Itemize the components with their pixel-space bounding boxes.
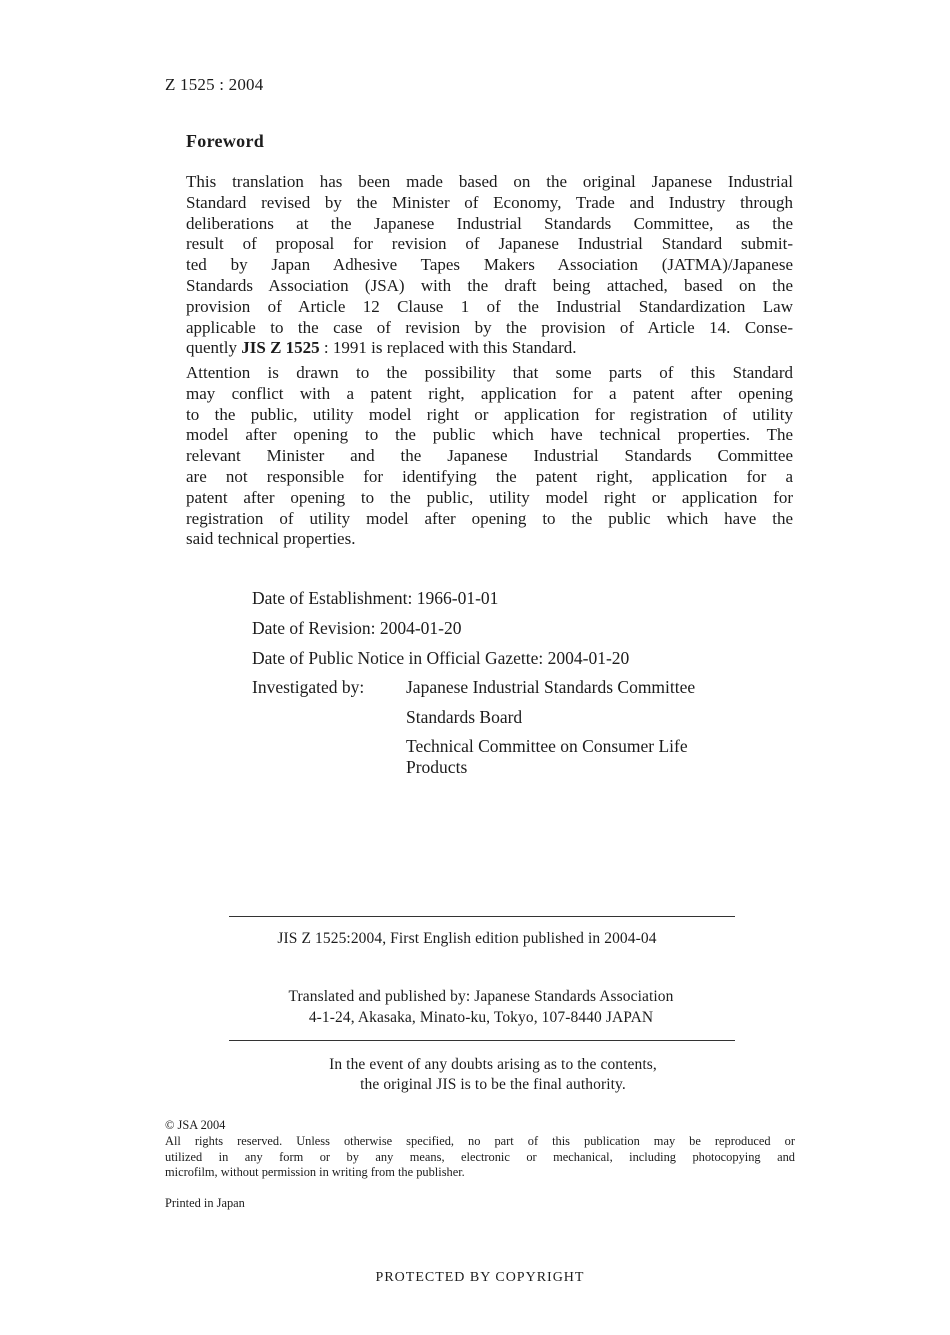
paragraph-line: model after opening to the public which have technical properties. The bbox=[186, 425, 793, 445]
document-id: Z 1525 : 2004 bbox=[165, 75, 264, 94]
paragraph-line: may conflict with a patent right, application for a patent after opening bbox=[186, 383, 793, 403]
paragraph-line: Attention is drawn to the possibility that some parts of this Standard bbox=[186, 363, 793, 382]
date-of-public-notice: Date of Public Notice in Official Gazette: 2004-01-20 bbox=[252, 648, 630, 668]
investigator-line: Technical Committee on Consumer Life bbox=[406, 736, 688, 756]
paragraph-line: This translation has been made based on the original Japanese Industrial bbox=[186, 172, 793, 191]
rights-statement bbox=[165, 1134, 795, 1181]
foreword-heading: Foreword bbox=[186, 131, 265, 151]
translated-by: Translated and published by: Japanese Standards Association bbox=[288, 988, 674, 1005]
rights-line: microfilm, without permission in writing from the publisher. bbox=[165, 1165, 465, 1180]
paragraph-line: provision of Article 12 Clause 1 of the Industrial Standardization Law bbox=[186, 296, 793, 316]
paragraph-text: : 1991 is replaced with this Standard. bbox=[319, 338, 577, 358]
foreword-paragraph-2 bbox=[186, 363, 793, 550]
date-of-revision: Date of Revision: 2004-01-20 bbox=[252, 618, 462, 638]
authority-notice-line-2: the original JIS is to be the final authority. bbox=[360, 1076, 626, 1093]
paragraph-line: are not responsible for identifying the patent right, application for a bbox=[186, 466, 793, 486]
paragraph-line: patent after opening to the public, utility model right or application for bbox=[186, 487, 793, 507]
investigator-line: Standards Board bbox=[406, 707, 523, 727]
paragraph-line: to the public, utility model right or application for registration of utility bbox=[186, 404, 793, 424]
paragraph-line: result of proposal for revision of Japanese Industrial Standard submit- bbox=[186, 234, 793, 254]
authority-notice-line-1: In the event of any doubts arising as to the contents, bbox=[329, 1056, 657, 1073]
paragraph-line: registration of utility model after opening to the public which have the bbox=[186, 508, 793, 528]
standard-reference: JIS Z 1525 bbox=[241, 338, 320, 358]
paragraph-line: said technical properties. bbox=[186, 529, 356, 549]
date-of-establishment: Date of Establishment: 1966-01-01 bbox=[252, 588, 499, 608]
rights-line: utilized in any form or by any means, electronic or mechanical, including photocopying and bbox=[165, 1149, 795, 1164]
paragraph-text: quently bbox=[186, 338, 242, 358]
rights-line: All rights reserved. Unless otherwise specified, no part of this publication may be reproduced or bbox=[165, 1134, 795, 1148]
paragraph-line bbox=[186, 338, 793, 359]
paragraph-line: deliberations at the Japanese Industrial Standards Committee, as the bbox=[186, 213, 793, 233]
investigator-line: Japanese Industrial Standards Committee bbox=[406, 677, 696, 697]
paragraph-line: ted by Japan Adhesive Tapes Makers Association (JATMA)/Japanese bbox=[186, 255, 793, 275]
foreword-paragraph-1 bbox=[186, 172, 793, 359]
protected-by-copyright: PROTECTED BY COPYRIGHT bbox=[375, 1270, 585, 1285]
paragraph-line: relevant Minister and the Japanese Industrial Standards Committee bbox=[186, 446, 793, 466]
investigator-line: Products bbox=[406, 757, 468, 777]
paragraph-line: applicable to the case of revision by the provision of Article 14. Conse- bbox=[186, 317, 793, 337]
edition-notice: JIS Z 1525:2004, First English edition published in 2004-04 bbox=[277, 930, 657, 947]
copyright-notice: © JSA 2004 bbox=[165, 1118, 226, 1132]
investigated-by-label: Investigated by: bbox=[252, 677, 365, 697]
paragraph-line: Standards Association (JSA) with the draft being attached, based on the bbox=[186, 275, 793, 295]
divider bbox=[229, 916, 735, 917]
paragraph-line: Standard revised by the Minister of Economy, Trade and Industry through bbox=[186, 192, 793, 212]
printed-in: Printed in Japan bbox=[165, 1196, 245, 1210]
divider bbox=[229, 1040, 735, 1041]
publisher-address: 4-1-24, Akasaka, Minato-ku, Tokyo, 107-8440 JAPAN bbox=[308, 1009, 654, 1026]
